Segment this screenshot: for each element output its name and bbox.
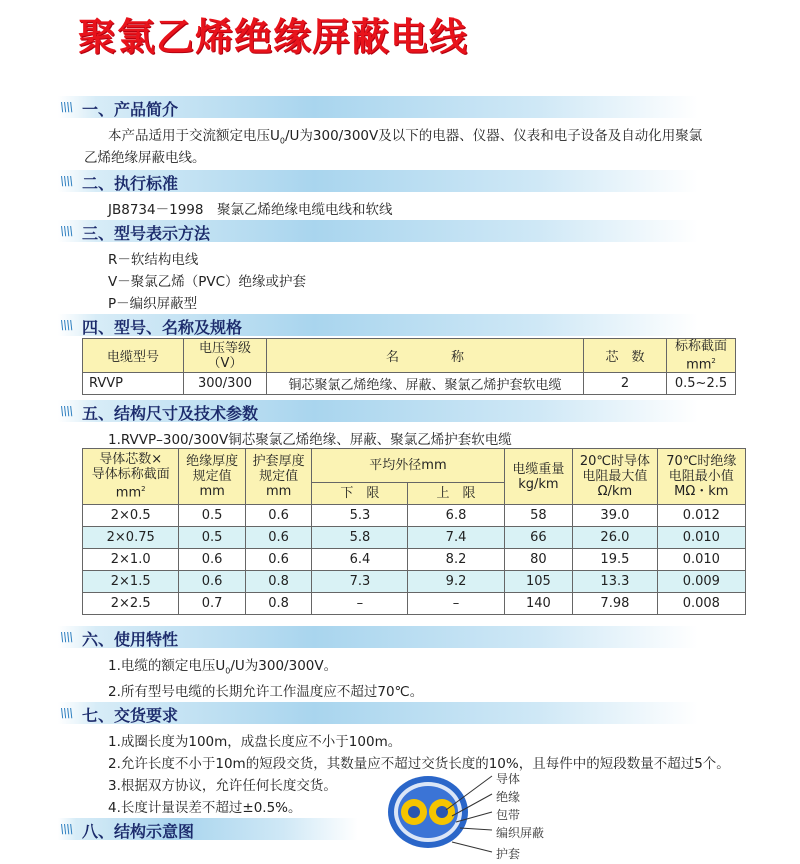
cell-name: 铜芯聚氯乙烯绝缘、屏蔽、聚氯乙烯护套软电缆 — [267, 373, 584, 395]
cell-cores: 2×1.5 — [83, 571, 179, 593]
intro-line-2: 乙烯绝缘屏蔽电线。 — [84, 150, 206, 166]
cell-sheath: 0.8 — [245, 571, 311, 593]
section-title: 六、使用特性 — [82, 630, 179, 649]
cell-upper: 7.4 — [408, 527, 504, 549]
header-cores-area: 导体芯数× 导体标称截面 $mm^2$ — [83, 449, 179, 505]
cell-model: RVVP — [83, 373, 184, 395]
conductor-left — [408, 806, 420, 818]
cell-r70: 0.008 — [657, 593, 745, 615]
cell-insulation: 0.5 — [179, 527, 245, 549]
section-title: 五、结构尺寸及技术参数 — [82, 404, 259, 423]
intro-line-1: 本产品适用于交流额定电压$U_0/U$为300/300V及以下的电器、仪器、仪表和电子设备及自动化用聚氯 — [108, 128, 703, 146]
table-row — [83, 549, 746, 571]
diagram-label-shield: 编织屏蔽 — [496, 826, 545, 840]
diagram-label-sheath: 护套 — [496, 847, 521, 861]
cell-area: 0.5~2.5 — [667, 373, 736, 395]
cell-lower: – — [312, 593, 408, 615]
cell-cores: 2 — [584, 373, 667, 395]
header-sheath: 护套厚度 规定值 mm — [245, 449, 311, 505]
header-outer-diameter: 平均外径mm — [312, 449, 504, 483]
cell-r20: 7.98 — [573, 593, 657, 615]
header-weight: 电缆重量 kg/km — [504, 449, 573, 505]
section-header-model-codes: \\\\ 三、型号表示方法 — [58, 220, 718, 242]
section-title: 四、型号、名称及规格 — [82, 318, 243, 337]
section-title: 三、型号表示方法 — [82, 224, 211, 243]
cell-lower: 7.3 — [312, 571, 408, 593]
table-row — [83, 571, 746, 593]
header-resistance-70: 70℃时绝缘 电阻最小值 MΩ・km — [657, 449, 745, 505]
cell-lower: 6.4 — [312, 549, 408, 571]
diagram-label-insulation: 绝缘 — [496, 790, 521, 804]
delivery-item: 2.允许长度不小于10m的短段交货，其数量应不超过交货长度的10%，且每件中的短段数量不超过5个。 — [108, 756, 730, 772]
cell-r20: 39.0 — [573, 505, 657, 527]
section-header-diagram: \\\\ 八、结构示意图 — [58, 818, 718, 840]
header-name: 名 称 — [267, 339, 584, 373]
cell-upper: 9.2 — [408, 571, 504, 593]
cell-r70: 0.012 — [657, 505, 745, 527]
header-lower: 下 限 — [312, 483, 408, 505]
header-upper: 上 限 — [408, 483, 504, 505]
section-header-params: \\\\ 五、结构尺寸及技术参数 — [58, 400, 718, 422]
diagram-label-conductor: 导体 — [496, 772, 521, 786]
param-caption: 1.RVVP–300/300V铜芯聚氯乙烯绝缘、屏蔽、聚氯乙烯护套软电缆 — [108, 432, 512, 448]
cell-insulation: 0.7 — [179, 593, 245, 615]
cell-cores: 2×1.0 — [83, 549, 179, 571]
section-title: 八、结构示意图 — [82, 822, 195, 841]
cell-r20: 26.0 — [573, 527, 657, 549]
cell-insulation: 0.6 — [179, 571, 245, 593]
cell-sheath: 0.8 — [245, 593, 311, 615]
table-row — [83, 505, 746, 527]
cell-sheath: 0.6 — [245, 505, 311, 527]
cable-cross-section-diagram — [380, 772, 560, 864]
section-title: 七、交货要求 — [82, 706, 179, 725]
cell-upper: – — [408, 593, 504, 615]
cell-weight: 66 — [504, 527, 573, 549]
header-cores: 芯 数 — [584, 339, 667, 373]
section-header-intro: \\\\ 一、产品简介 — [58, 96, 718, 118]
table-row — [83, 593, 746, 615]
cell-weight: 80 — [504, 549, 573, 571]
model-code-item: V－聚氯乙烯（PVC）绝缘或护套 — [108, 274, 307, 290]
cell-r20: 13.3 — [573, 571, 657, 593]
cell-r70: 0.010 — [657, 527, 745, 549]
table-row — [83, 527, 746, 549]
usage-item: 1.电缆的额定电压$U_0/U$为300/300V。 — [108, 658, 338, 676]
cell-cores: 2×0.75 — [83, 527, 179, 549]
cell-weight: 58 — [504, 505, 573, 527]
delivery-item: 3.根据双方协议，允许任何长度交货。 — [108, 778, 337, 794]
cell-weight: 105 — [504, 571, 573, 593]
cell-r20: 19.5 — [573, 549, 657, 571]
diagram-label-tape: 包带 — [496, 808, 521, 822]
section-header-usage: \\\\ 六、使用特性 — [58, 626, 718, 648]
cell-lower: 5.3 — [312, 505, 408, 527]
cell-cores: 2×2.5 — [83, 593, 179, 615]
delivery-item: 1.成圈长度为100m，成盘长度应不小于100m。 — [108, 734, 402, 750]
header-model: 电缆型号 — [83, 339, 184, 373]
cell-insulation: 0.5 — [179, 505, 245, 527]
header-area: 标称截面 $mm^2$ — [667, 339, 736, 373]
spec-table — [82, 338, 736, 395]
usage-item: 2.所有型号电缆的长期允许工作温度应不超过70℃。 — [108, 684, 424, 700]
section-title: 一、产品简介 — [82, 100, 179, 119]
conductor-right — [436, 806, 448, 818]
section-title: 二、执行标准 — [82, 174, 179, 193]
cell-upper: 8.2 — [408, 549, 504, 571]
cell-r70: 0.009 — [657, 571, 745, 593]
model-code-item: P－编织屏蔽型 — [108, 296, 198, 312]
param-table — [82, 448, 746, 615]
cell-lower: 5.8 — [312, 527, 408, 549]
page-title: 聚氯乙烯绝缘屏蔽电线 — [78, 15, 469, 59]
cell-weight: 140 — [504, 593, 573, 615]
header-resistance-20: 20℃时导体 电阻最大值 Ω/km — [573, 449, 657, 505]
section-header-delivery: \\\\ 七、交货要求 — [58, 702, 718, 724]
cell-upper: 6.8 — [408, 505, 504, 527]
section-header-standard: \\\\ 二、执行标准 — [58, 170, 718, 192]
cell-sheath: 0.6 — [245, 527, 311, 549]
cell-insulation: 0.6 — [179, 549, 245, 571]
section-header-spec: \\\\ 四、型号、名称及规格 — [58, 314, 718, 336]
model-code-item: R－软结构电线 — [108, 252, 199, 268]
leader-line — [452, 842, 492, 852]
standard-text: JB8734－1998 聚氯乙烯绝缘电缆电线和软线 — [108, 202, 393, 218]
cell-r70: 0.010 — [657, 549, 745, 571]
leader-line — [460, 828, 492, 830]
header-voltage: 电压等级 （V） — [184, 339, 267, 373]
delivery-item: 4.长度计量误差不超过±0.5%。 — [108, 800, 302, 816]
cell-voltage: 300/300 — [184, 373, 267, 395]
cell-cores: 2×0.5 — [83, 505, 179, 527]
header-insulation: 绝缘厚度 规定值 mm — [179, 449, 245, 505]
cell-sheath: 0.6 — [245, 549, 311, 571]
